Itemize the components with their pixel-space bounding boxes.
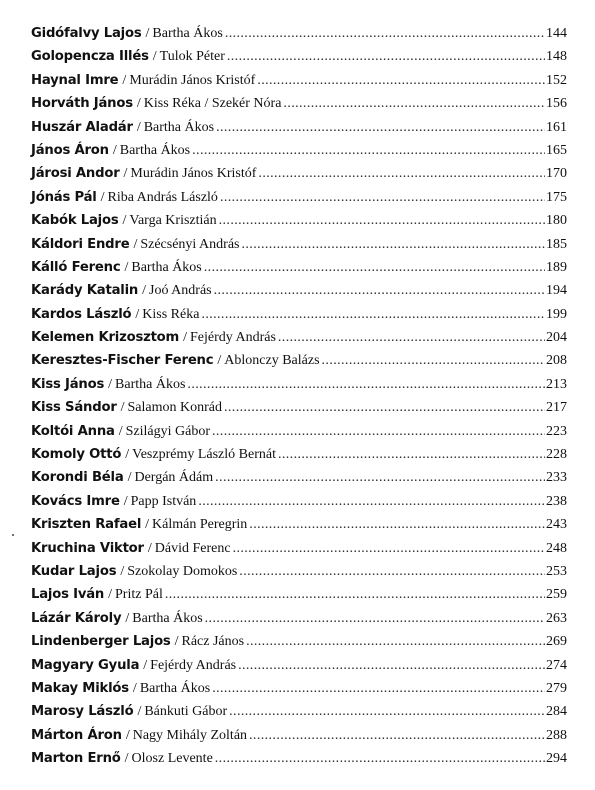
toc-entry-name: Kruchina Viktor	[31, 540, 144, 556]
toc-entry-name: Kálló Ferenc	[31, 259, 121, 275]
toc-entry-separator: /	[145, 26, 150, 41]
toc-entry-dot-leader	[249, 513, 545, 536]
toc-entry-dot-leader	[239, 560, 545, 583]
toc-entry	[31, 396, 567, 419]
toc-entry-separator: /	[125, 447, 130, 463]
toc-entry-page-number: 213	[546, 376, 567, 392]
toc-entry-dot-leader	[257, 69, 545, 92]
toc-entry-dot-leader	[278, 326, 545, 349]
toc-entry-page-number: 238	[546, 493, 567, 509]
toc-entry-dot-leader	[224, 396, 545, 419]
toc-entry-separator: /	[217, 353, 222, 369]
toc-entry-name: Kudar Lajos	[31, 563, 117, 579]
toc-entry-dot-leader	[215, 466, 545, 489]
toc-entry	[31, 233, 567, 256]
toc-entry-page-number: 161	[546, 119, 567, 135]
toc-entry-author: Fejérdy András	[189, 330, 276, 346]
toc-entry-dot-leader	[233, 537, 545, 560]
toc-entry	[31, 186, 567, 209]
toc-entry-page-number: 294	[546, 751, 567, 767]
toc-entry-author: Bartha Ákos	[115, 376, 186, 392]
toc-entry-author: Szilágyi Gábor	[125, 423, 210, 439]
toc-entry	[31, 349, 567, 372]
stray-mark	[12, 534, 14, 536]
toc-entry-page-number: 185	[546, 236, 567, 252]
toc-entry-page-number: 269	[546, 634, 567, 650]
toc-entry-author: Joó András	[149, 283, 212, 299]
toc-entry-name: Komoly Ottó	[31, 447, 122, 463]
toc-entry-author: Rácz János	[181, 634, 245, 650]
toc-entry-name: Marosy László	[31, 704, 134, 720]
toc-entry-page-number: 259	[546, 587, 567, 603]
toc-entry-name: Makay Miklós	[31, 680, 129, 696]
toc-entry-name: Kabók Lajos	[31, 213, 119, 229]
toc-entry-separator: /	[123, 166, 128, 182]
toc-entry-separator: /	[125, 610, 130, 626]
toc-entry	[31, 92, 567, 115]
toc-entry-page-number: 165	[546, 142, 567, 158]
toc-entry-dot-leader	[216, 116, 545, 139]
toc-entry-name: Kovács Imre	[31, 493, 120, 509]
toc-entry-page-number: 144	[546, 26, 567, 41]
toc-entry	[31, 326, 567, 349]
toc-entry	[31, 654, 567, 677]
toc-entry-author: Kiss Réka	[142, 306, 200, 322]
toc-entry-name: Gidófalvy Lajos	[31, 26, 142, 41]
toc-entry-page-number: 274	[546, 657, 567, 673]
toc-entry-page-number: 170	[546, 166, 567, 182]
toc-entry-dot-leader	[165, 583, 545, 606]
toc-entry-dot-leader	[229, 700, 545, 723]
toc-entry-name: Kelemen Krizosztom	[31, 330, 180, 346]
toc-entry-separator: /	[122, 72, 127, 88]
toc-entry-dot-leader	[278, 443, 545, 466]
toc-entry	[31, 677, 567, 700]
toc-entry-page-number: 279	[546, 680, 567, 696]
toc-entry-separator: /	[152, 49, 157, 65]
toc-entry-author: Olosz Levente	[131, 751, 213, 767]
toc-entry-author: Fejérdy András	[150, 657, 237, 673]
toc-entry-dot-leader	[187, 373, 545, 396]
toc-entry-page-number: 180	[546, 213, 567, 229]
toc-entry-author: Bartha Ákos	[132, 610, 203, 626]
toc-entry-dot-leader	[322, 349, 545, 372]
toc-entry-dot-leader	[204, 256, 545, 279]
toc-entry	[31, 630, 567, 653]
toc-entry-name: Lajos Iván	[31, 587, 105, 603]
toc-entry-name: Keresztes-Fischer Ferenc	[31, 353, 214, 369]
toc-entry-page-number: 208	[546, 353, 567, 369]
toc-entry-name: Kardos László	[31, 306, 132, 322]
toc-entry-separator: /	[136, 119, 141, 135]
toc-entry-dot-leader	[201, 303, 545, 326]
toc-entry-page-number: 288	[546, 727, 567, 743]
toc-entry	[31, 490, 567, 513]
toc-entry-page-number: 248	[546, 540, 567, 556]
toc-entry	[31, 700, 567, 723]
toc-entry-separator: /	[100, 189, 105, 205]
toc-entry-dot-leader	[258, 162, 545, 185]
toc-entry-separator: /	[137, 704, 142, 720]
toc-entry-separator: /	[108, 587, 113, 603]
toc-entry	[31, 607, 567, 630]
toc-entry-separator: /	[174, 634, 179, 650]
toc-entry-separator: /	[108, 376, 113, 392]
toc-entry-page-number: 243	[546, 517, 567, 533]
toc-entry-dot-leader	[225, 22, 545, 45]
toc-entry-separator: /	[123, 493, 128, 509]
toc-entry-page-number: 228	[546, 447, 567, 463]
toc-entry-author: Murádin János Kristóf	[130, 166, 257, 182]
toc-entry-name: Magyary Gyula	[31, 657, 140, 673]
toc-entry-separator: /	[183, 330, 187, 346]
toc-entry-separator: /	[112, 142, 117, 158]
toc-entry-author: Murádin János Kristóf	[129, 72, 256, 88]
toc-entry-name: Káldori Endre	[31, 236, 130, 252]
toc-entry-page-number: 253	[546, 563, 567, 579]
toc-entry-page-number: 199	[546, 306, 567, 322]
toc-entry-author: Tulok Péter	[159, 49, 225, 65]
toc-entry-page-number: 175	[546, 189, 567, 205]
toc-entry	[31, 303, 567, 326]
toc-entry-name: Kriszten Rafael	[31, 517, 142, 533]
toc-entry-separator: /	[122, 213, 127, 229]
toc-entry-dot-leader	[212, 420, 545, 443]
toc-entry-name: Jónás Pál	[31, 189, 97, 205]
toc-entry-name: Haynal Imre	[31, 72, 119, 88]
toc-entry-author: Salamon Konrád	[127, 400, 222, 416]
toc-entry-page-number: 156	[546, 96, 567, 112]
toc-entry-page-number: 263	[546, 610, 567, 626]
toc-entry	[31, 466, 567, 489]
toc-entry-author: Szokolay Domokos	[127, 563, 238, 579]
toc-entry-dot-leader	[220, 186, 545, 209]
toc-entry-separator: /	[125, 727, 130, 743]
toc-entry-dot-leader	[238, 654, 545, 677]
toc-entry-page-number: 223	[546, 423, 567, 439]
toc-entry-author: Pritz Pál	[115, 587, 163, 603]
toc-entry	[31, 45, 567, 68]
toc-entry-name: Kiss János	[31, 376, 105, 392]
toc-entry-separator: /	[132, 680, 137, 696]
toc-entry-page-number: 152	[546, 72, 567, 88]
toc-entry	[31, 443, 567, 466]
toc-entry-separator: /	[145, 517, 150, 533]
toc-entry	[31, 209, 567, 232]
toc-entry-separator: /	[136, 96, 141, 112]
toc-entry-name: Kiss Sándor	[31, 400, 117, 416]
toc-entry-author: Bartha Ákos	[119, 142, 191, 158]
toc-entry-separator: /	[127, 470, 132, 486]
toc-entry-author: Bartha Ákos	[139, 680, 211, 696]
toc-entry-page-number: 194	[546, 283, 567, 299]
toc-entry-name: Koltói Anna	[31, 423, 115, 439]
toc-entry-dot-leader	[215, 747, 545, 770]
toc-entry-name: János Áron	[31, 142, 109, 158]
toc-entry	[31, 560, 567, 583]
toc-entry-name: Márton Áron	[31, 727, 122, 743]
toc-entry-author: Ablonczy Balázs	[224, 353, 320, 369]
toc-entry-page-number: 233	[546, 470, 567, 486]
toc-entry-dot-leader	[219, 209, 545, 232]
toc-entry-separator: /	[143, 657, 148, 673]
toc-entry-name: Járosi Andor	[31, 166, 120, 182]
toc-entry	[31, 420, 567, 443]
toc-entry-author: Dávid Ferenc	[154, 540, 231, 556]
toc-entry-author: Bartha Ákos	[131, 259, 202, 275]
toc-entry-separator: /	[135, 306, 140, 322]
toc-entry	[31, 139, 567, 162]
toc-entry-author: Papp István	[130, 493, 197, 509]
toc-entry-separator: /	[124, 259, 129, 275]
toc-entry	[31, 22, 567, 45]
toc-entry-page-number: 189	[546, 259, 567, 275]
toc-entry-author: Nagy Mihály Zoltán	[132, 727, 248, 743]
toc-entry	[31, 279, 567, 302]
toc-entry-author: Varga Krisztián	[129, 213, 217, 229]
toc-entry-name: Lázár Károly	[31, 610, 122, 626]
toc-entry-dot-leader	[242, 233, 546, 256]
toc-entry	[31, 537, 567, 560]
toc-entry-separator: /	[124, 751, 129, 767]
toc-entry-name: Karády Katalin	[31, 283, 139, 299]
toc-entry-name: Lindenberger Lajos	[31, 634, 171, 650]
toc-entry	[31, 116, 567, 139]
toc-entry-dot-leader	[205, 607, 545, 630]
toc-entry-name: Marton Ernő	[31, 751, 121, 767]
toc-entry-dot-leader	[246, 630, 545, 653]
toc-entry-author: Bartha Ákos	[152, 26, 223, 41]
toc-entry-separator: /	[133, 236, 138, 252]
toc-entry-author: Riba András László	[107, 189, 218, 205]
toc-entry-dot-leader	[283, 92, 545, 115]
toc-entry-dot-leader	[249, 724, 545, 747]
toc-entry	[31, 373, 567, 396]
toc-entry-author: Veszprémy László Bernát	[132, 447, 276, 463]
toc-entry	[31, 162, 567, 185]
toc-entry-name: Huszár Aladár	[31, 119, 133, 135]
toc-entry-separator: /	[118, 423, 123, 439]
toc-entry-author: Kálmán Peregrin	[152, 517, 248, 533]
toc-entry-name: Korondi Béla	[31, 470, 124, 486]
toc-entry-separator: /	[120, 563, 125, 579]
toc-entry-page-number: 284	[546, 704, 567, 720]
toc-entry	[31, 724, 567, 747]
table-of-contents	[31, 22, 567, 771]
toc-entry-dot-leader	[227, 45, 545, 68]
toc-entry	[31, 69, 567, 92]
toc-entry-author: Szécsényi András	[140, 236, 240, 252]
toc-entry-separator: /	[142, 283, 146, 299]
toc-entry-page-number: 148	[546, 49, 567, 65]
toc-entry-page-number: 204	[546, 330, 567, 346]
toc-entry	[31, 583, 567, 606]
toc-entry-separator: /	[120, 400, 125, 416]
toc-entry-name: Golopencza Illés	[31, 49, 149, 65]
toc-entry-dot-leader	[212, 677, 545, 700]
toc-entry-separator: /	[147, 540, 152, 556]
toc-entry-dot-leader	[214, 279, 545, 302]
toc-entry-page-number: 217	[546, 400, 567, 416]
toc-entry-author: Bánkuti Gábor	[144, 704, 228, 720]
toc-entry	[31, 747, 567, 770]
toc-entry-author: Dergán Ádám	[134, 470, 214, 486]
toc-entry-dot-leader	[192, 139, 545, 162]
toc-entry	[31, 513, 567, 536]
toc-entry-author: Bartha Ákos	[143, 119, 215, 135]
toc-entry-name: Horváth János	[31, 96, 133, 112]
toc-entry-author: Kiss Réka / Szekér Nóra	[143, 96, 282, 112]
toc-entry-dot-leader	[198, 490, 545, 513]
toc-entry	[31, 256, 567, 279]
